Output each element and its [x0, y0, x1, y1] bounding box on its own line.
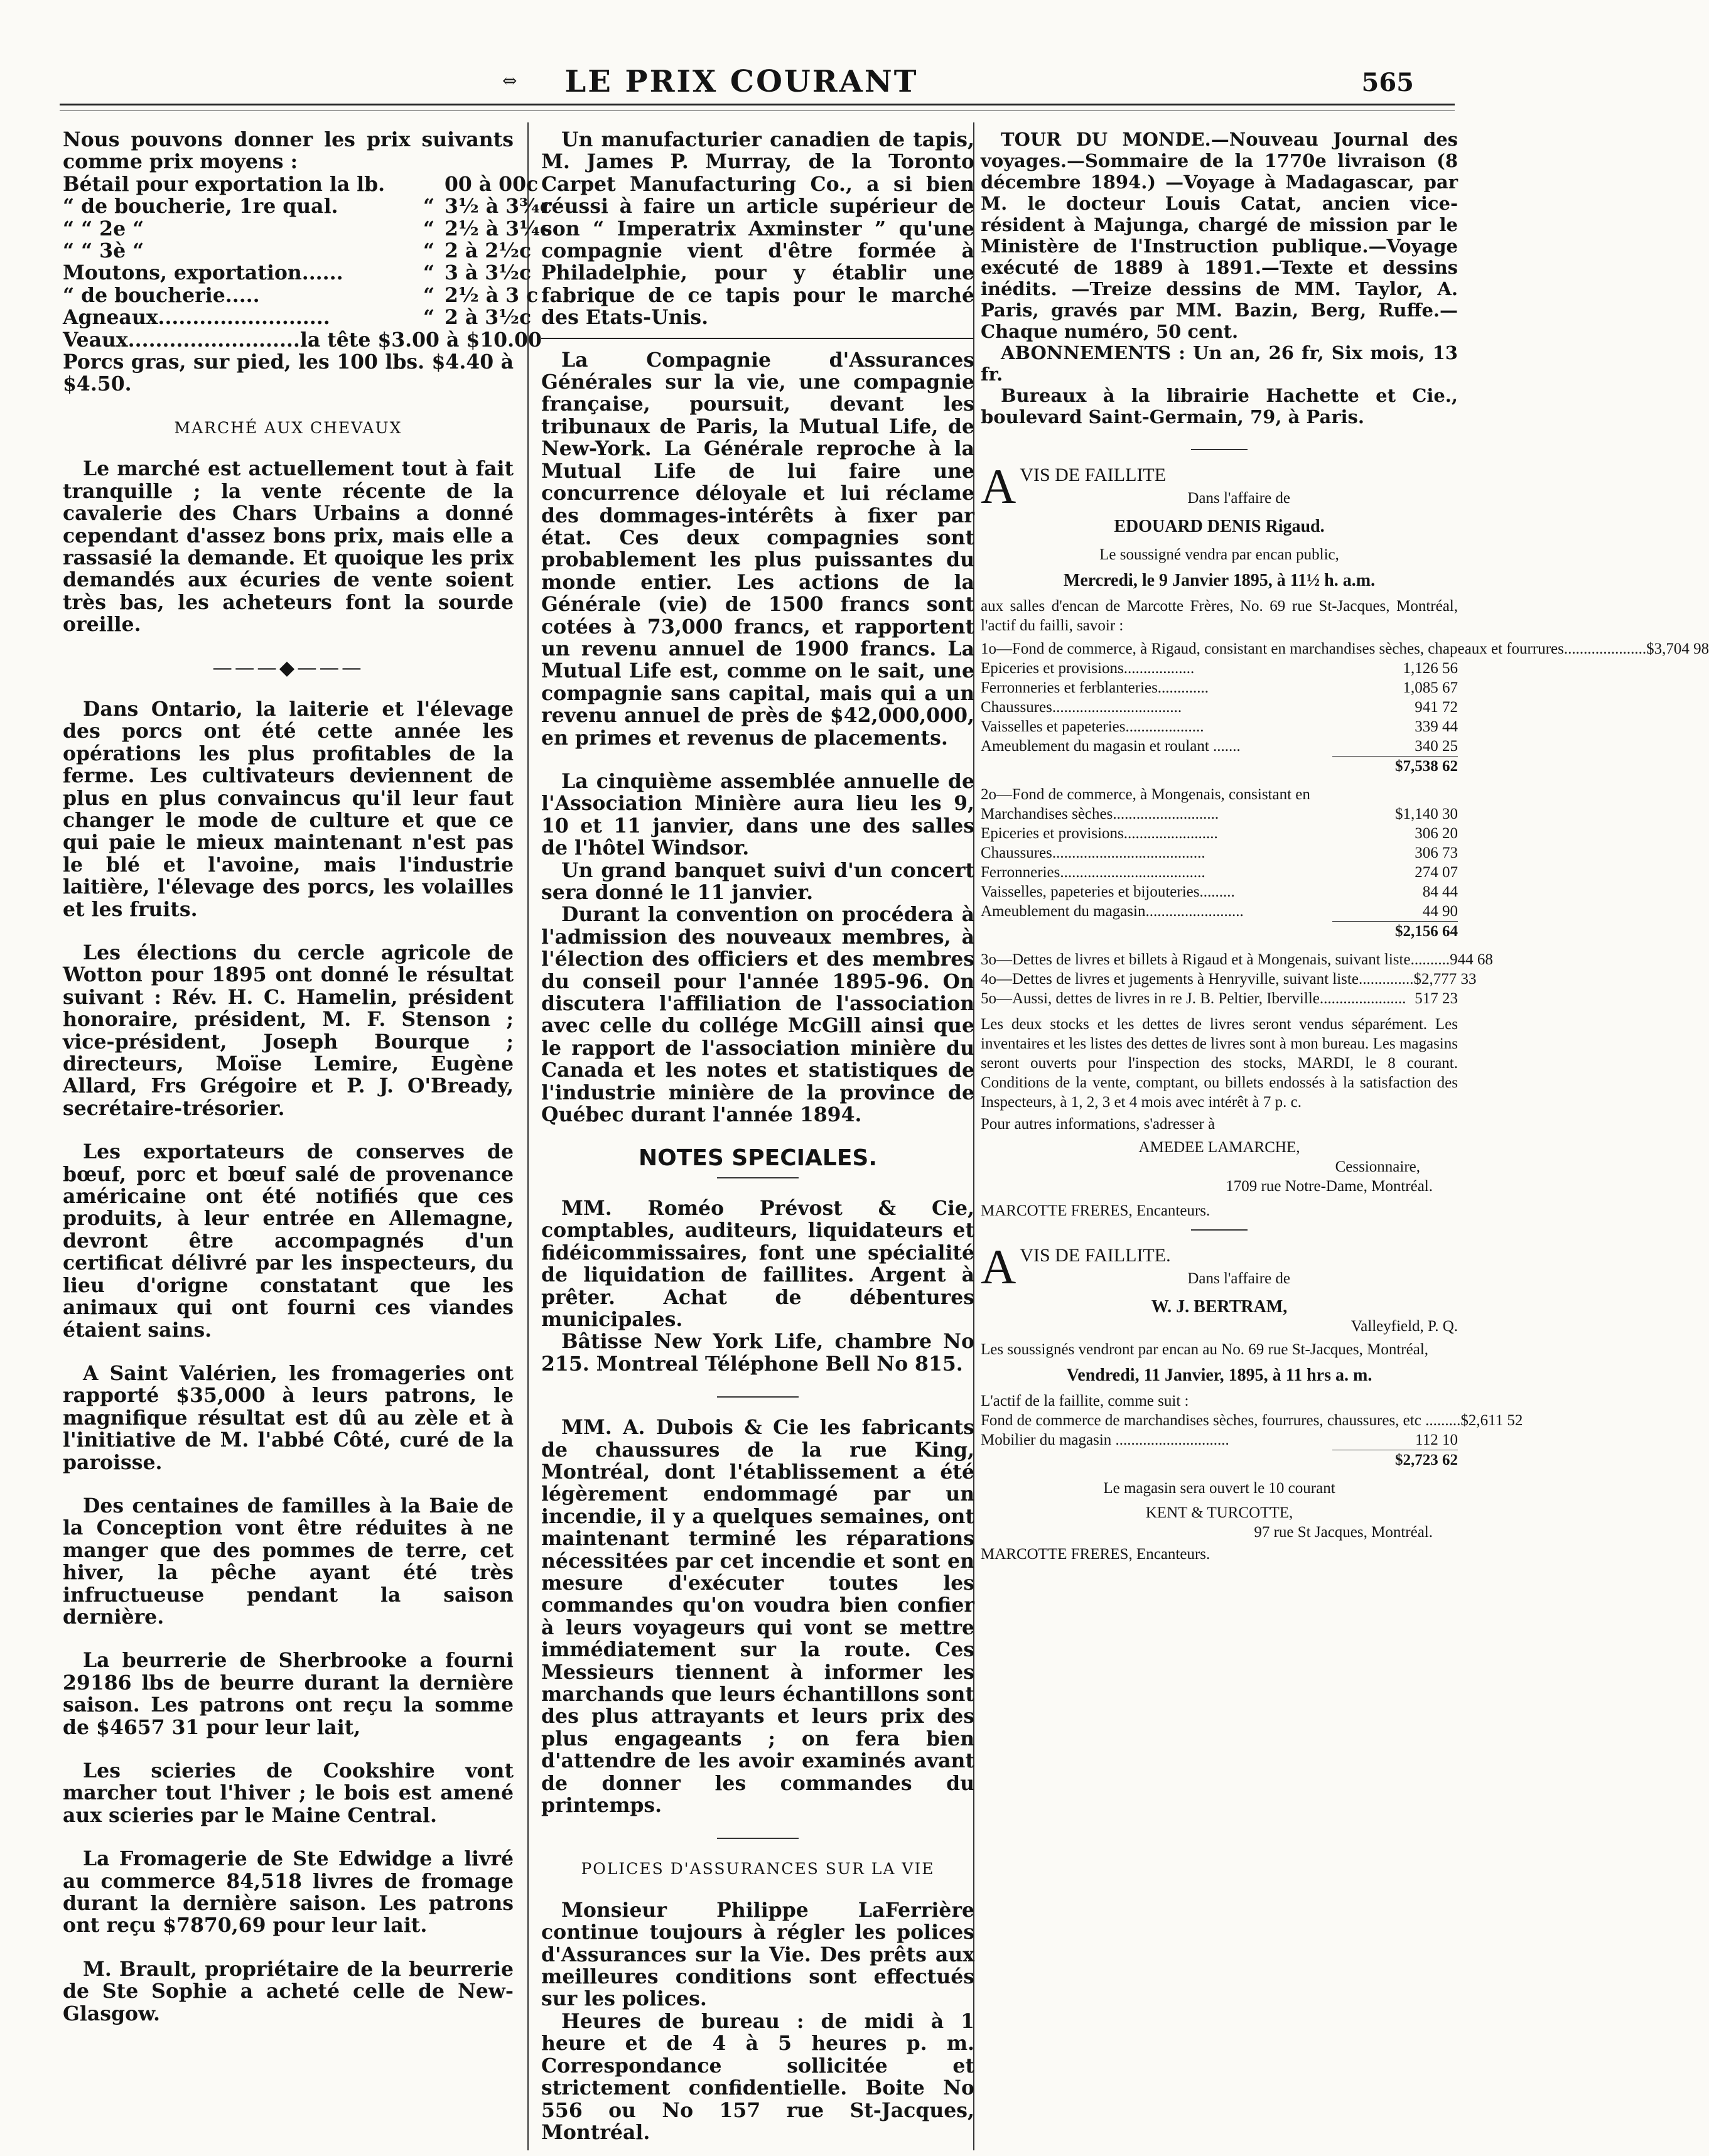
divider — [1191, 449, 1248, 450]
divider — [1191, 1229, 1248, 1231]
article-exportateurs: Les exportateurs de conserves de bœuf, porc et bœuf salé de provenance américaine ont été notifiés que ces produits, à leur entrée en Allemagne, devront être accompagnés d'un certificat délivré par les inspecteurs, du lieu d'origne constatant que les animaux qui ont fourni ces viandes étaient sains. — [63, 1140, 514, 1342]
notice-abonnements: ABONNEMENTS : Un an, 26 fr, Six mois, 13 fr. — [981, 342, 1458, 385]
page-title: LE PRIX COURANT — [564, 64, 919, 99]
article-elections: Les élections du cercle agricole de Wotton pour 1895 ont donné le résultat suivant : Rév. H. C. Hamelin, président honoraire, président, M. F. Stenson ; vice-président, Joseph Bourque ; directeurs, Moïse Lemire, Eugène Allard, Frs Grégoire et P. J. O'Bready, secrétaire-trésorier. — [63, 941, 514, 1120]
encanteur-address: 97 rue St Jacques, Montréal. — [1254, 1524, 1433, 1541]
cessionnaire-title: Cessionnaire, — [1335, 1158, 1420, 1175]
notice-prevost: MM. Roméo Prévost & Cie, comptables, auditeurs, liquidateurs et fidéicommissaires, font une spécialité de liquidation de faillites. Argent à prêter. Achat de débentures municipales. — [541, 1196, 974, 1331]
price-list — [63, 172, 553, 352]
column-divider — [527, 122, 529, 2150]
avis-ouvert: Le magasin sera ouvert le 10 courant — [1103, 1480, 1335, 1497]
inventory-total: $2,723 62 — [1332, 1450, 1458, 1470]
notice-tour-du-monde: TOUR DU MONDE.—Nouveau Journal des voyages.—Sommaire de la 1770e livraison (8 décembre 1894.) —Voyage à Madagascar, par M. le docteur Louis Catat, ancien vice-résident à Majunga, chargé de mission par le Ministère de l'Instruction publique.—Voyage exécuté de 1889 à 1891.—Texte et dessins inédits. —Treize dessins de MM. Taylor, A. Paris, gravés par MM. Bazin, Berg, Ruffe.—Chaque numéro, 50 cent. — [981, 129, 1458, 342]
encanteur-name: KENT & TURCOTTE, — [1145, 1504, 1293, 1521]
avis-name: W. J. BERTRAM, — [1151, 1297, 1288, 1317]
article-convention: Durant la convention on procédera à l'admission des nouveaux membres, à l'élection des officiers et des membres du conseil pour l'année 1895-96. On discutera l'affiliation de l'association avec celle du collége McGill ainsi que le rapport de l'association minière du Canada et les notes et statistiques de l'industrie minière de la province de Québec durant l'année 1894. — [541, 903, 974, 1127]
divider — [541, 338, 974, 339]
inventory-row: Epiceries et provisions........................ 306 20 — [981, 825, 1458, 842]
price-row: Agneaux......................... “ 2 à 3½c — [63, 306, 532, 330]
inventory-row: Chaussures................................. 941 72 — [981, 699, 1458, 716]
price-row: Bétail pour exportation la lb. 00 à 00c — [63, 172, 539, 196]
notes-heading: NOTES SPECIALES. — [638, 1145, 878, 1172]
avis-name: EDOUARD DENIS Rigaud. — [1114, 517, 1325, 536]
article-sherbrooke: La beurrerie de Sherbrooke a fourni 29186 lbs de beurre durant la dernière saison. Les patrons ont reçu la somme de $4657 31 pour leur lait, — [63, 1649, 514, 1739]
article-tapis: Un manufacturier canadien de tapis, M. James P. Murray, de la Toronto Carpet Manufacturing Co., a si bien réussi à faire un article supérieur de son “ Imperatrix Axminster ” qu'une compagnie vient d'être formée à Philadelphie, pour y établir une fabrique de ce tapis pour le marché des Etats-Unis. — [541, 128, 974, 330]
avis-date: Mercredi, le 9 Janvier 1895, à 11½ h. a.m. — [1063, 571, 1376, 590]
divider — [717, 1177, 799, 1178]
price-row: Veaux.........................la tête $3.00 à $10.00 — [63, 328, 542, 352]
avis-subhead: Dans l'affaire de — [1187, 490, 1291, 507]
divider — [717, 1838, 799, 1839]
inventory-row: Chaussures....................................... 306 73 — [981, 844, 1458, 861]
inventory-row: 4o—Dettes de livres et jugements à Henryville, suivant liste.............. $2,777 33 — [981, 971, 1477, 988]
divider — [717, 1396, 799, 1398]
notice-heures: Heures de bureau : de midi à 1 heure et de 4 à 5 heures p. m. Correspondance sollicitée et strictement confidentielle. Boite No 556 ou No 157 rue St-Jacques, Montréal. — [541, 2009, 974, 2144]
avis-intro: Le soussigné vendra par encan public, — [1099, 546, 1339, 563]
article-baie: Des centaines de familles à la Baie de la Conception vont être réduites à ne manger que des pommes de terre, cet hiver, la pêche ayant été très infructueuse pendant la saison dernière. — [63, 1494, 514, 1629]
avis-heading: A VIS DE FAILLITE. — [981, 1239, 1171, 1294]
inventory-total: $7,538 62 — [1332, 756, 1458, 776]
notice-bureaux: Bureaux à la librairie Hachette et Cie., boulevard Saint-Germain, 79, à Paris. — [981, 385, 1458, 428]
inventory-row: Vaisselles et papeteries.................... 339 44 — [981, 718, 1458, 735]
article-marche-chevaux: Le marché est actuellement tout à fait tranquille ; la vente récente de la cavalerie des Chars Urbains a donné cependant d'assez bons prix, mais elle a rassasié la demande. Et quoique les prix demandés aux écuries de vente soient très bas, les acheteurs font la sourde oreille. — [63, 457, 514, 637]
page-number: 565 — [1361, 68, 1414, 97]
article-ontario: Dans Ontario, la laiterie et l'élevage des porcs ont été cette année les opérations les plus profitables de la ferme. Les cultivateurs deviennent de plus en plus convaincus qu'il leur faut changer le mode de culture et que ce qui paie le mieux maintenant n'est pas le blé et l'avoine, mais l'industrie laitière, l'élevage des porcs, les volailles et les fruits. — [63, 697, 514, 921]
column-right — [981, 129, 1709, 2147]
notice-batisse: Bâtisse New York Life, chambre No 215. Montreal Téléphone Bell No 815. — [541, 1330, 974, 1376]
avis-actif: L'actif de la faillite, comme suit : — [981, 1393, 1189, 1409]
inventory-row: Vaisselles, papeteries et bijouteries......... 84 44 — [981, 883, 1458, 900]
avis-subhead: Dans l'affaire de — [1187, 1270, 1291, 1287]
prices-intro: Nous pouvons donner les prix suivants comme prix moyens : — [63, 128, 514, 174]
article-cookshire: Les scieries de Cookshire vont marcher tout l'hiver ; le bois est amené aux scieries par le Maine Central. — [63, 1759, 514, 1827]
inventory-row: Marchandises sèches........................... $1,140 30 — [981, 806, 1458, 822]
column-left — [63, 128, 553, 2147]
cessionnaire-name: AMEDEE LAMARCHE, — [1138, 1139, 1300, 1156]
notice-dubois: MM. A. Dubois & Cie les fabricants de chaussures de la rue King, Montréal, dont l'établissement a été légèrement endommagé par un incendie, il y a quelques semaines, ont maintenant terminé les réparations nécessitées par cet incendie et sont en mesure d'exécuter toutes les commandes qu'on voudra bien confier à leurs voyageurs qui vont se mettre immédiatement sur la route. Ces Messieurs tiennent à informer les marchands que leurs échantillons sont des plus attrayants et leurs prix des plus engageants ; on fera bien d'attendre de les avoir examinés avant de donner les commandes du printemps. — [541, 1416, 974, 1818]
inventory-row: 2o—Fond de commerce, à Mongenais, consistant en — [981, 786, 1310, 803]
price-row: “ “ 3è “ “ 2 à 2½c — [63, 239, 532, 263]
avis-place: aux salles d'encan de Marcotte Frères, No. 69 rue St-Jacques, Montréal, l'actif du failli, savoir : — [981, 598, 1458, 634]
section-heading: POLICES D'ASSURANCES SUR LA VIE — [581, 1860, 935, 1878]
section-heading: MARCHÉ AUX CHEVAUX — [174, 418, 402, 437]
encanteurs: MARCOTTE FRERES, Encanteurs. — [981, 1202, 1210, 1219]
article-banquet: Un grand banquet suivi d'un concert sera donné le 11 janvier. — [541, 858, 974, 904]
inventory-row: Ferronneries et ferblanteries............. 1,085 67 — [981, 679, 1458, 696]
drop-cap: A — [981, 459, 1016, 514]
drop-cap: A — [981, 1239, 1016, 1294]
page-header — [0, 0, 1483, 107]
article-assemblee: La cinquième assemblée annuelle de l'Association Minière aura lieu les 9, 10 et 11 janvier, dans une des salles de l'hôtel Windsor. — [541, 769, 974, 860]
inventory-row: Mobilier du magasin ............................. 112 10 — [981, 1431, 1458, 1448]
inventory-row: Ameublement du magasin......................... 44 90 — [981, 903, 1458, 920]
avis-info: Pour autres informations, s'adresser à — [981, 1116, 1216, 1133]
ornament-separator: ———◆——— — [212, 656, 364, 679]
notice-laferriere: Monsieur Philippe LaFerrière continue toujours à régler les polices d'Assurances sur la Vie. Des prêts aux meilleures conditions sont effectués sur les polices. — [541, 1898, 974, 2011]
porcs-price: Porcs gras, sur pied, les 100 lbs. $4.40 à $4.50. — [63, 350, 514, 396]
encanteurs: MARCOTTE FRERES, Encanteurs. — [981, 1546, 1210, 1563]
inventory-row: 1o—Fond de commerce, à Rigaud, consistant en marchandises sèches, chapeaux et fourrures..................... $3,704 98 — [981, 640, 1709, 657]
inventory-row: Ameublement du magasin et roulant ....... 340 25 — [981, 738, 1458, 755]
price-row: “ de boucherie..... “ 2½ à 3 c — [63, 283, 539, 307]
price-row: Moutons, exportation...... “ 3 à 3½c — [63, 261, 532, 285]
article-brault: M. Brault, propriétaire de la beurrerie de Ste Sophie a acheté celle de New-Glasgow. — [63, 1957, 514, 2025]
inventory-row: 5o—Aussi, dettes de livres in re J. B. Peltier, Iberville...................... 517 23 — [981, 990, 1458, 1007]
column-middle — [541, 129, 974, 2147]
article-edwidge: La Fromagerie de Ste Edwidge a livré au commerce 84,518 livres de fromage durant la dernière saison. Les patrons ont reçu $7870,69 pour leur lait. — [63, 1847, 514, 1938]
inventory-row: 3o—Dettes de livres et billets à Rigaud et à Mongenais, suivant liste.......... 944 68 — [981, 951, 1493, 968]
avis-date: Vendredi, 11 Janvier, 1895, à 11 hrs a. m. — [1066, 1366, 1372, 1385]
inventory-row: Epiceries et provisions.................. 1,126 56 — [981, 660, 1458, 677]
avis-location: Valleyfield, P. Q. — [1350, 1318, 1458, 1335]
avis-intro: Les soussignés vendront par encan au No. 69 rue St-Jacques, Montréal, — [981, 1341, 1429, 1358]
inventory-total: $2,156 64 — [1332, 921, 1458, 941]
header-rule-thin — [60, 110, 1455, 111]
avis-faillite-denis — [981, 459, 1709, 1221]
avis-faillite-bertram — [981, 1239, 1523, 1564]
article-assurances: La Compagnie d'Assurances Générales sur la vie, une compagnie française, poursuit, devant les tribunaux de Paris, la Mutual Life, de New-York. La Générale reproche à la Mutual Life de lui faire une concurrence déloyale et lui réclame des dommages-intérêts à fixer par état. Ces deux compagnies sont probablement les plus puissantes du monde entier. Les actions de la Générale (vie) de 1500 francs sont cotées à 73,000 francs, et rapportent un revenu annuel de 1900 francs. La Mutual Life est, comme on le sait, une compagnie sans capital, mais qui a un revenu annuel de près de $42,000,000, en primes et revenus de placements. — [541, 348, 974, 750]
ornament-icon: ⇔ — [502, 70, 517, 91]
inventory-row: Fond de commerce de marchandises sèches, fourrures, chaussures, etc ......... $2,611 52 — [981, 1412, 1523, 1429]
cessionnaire-address: 1709 rue Notre-Dame, Montréal. — [1226, 1178, 1433, 1195]
header-rule — [60, 104, 1455, 105]
inventory-row: Ferronneries..................................... 274 07 — [981, 864, 1458, 881]
price-row: “ de boucherie, 1re qual. “ 3½ à 3¾c — [63, 195, 553, 218]
article-valerien: A Saint Valérien, les fromageries ont rapporté $35,000 à leurs patrons, le magnifique résultat est dû au zèle et à l'initiative de M. l'abbé Côté, curé de la paroisse. — [63, 1361, 514, 1474]
price-row: “ “ 2e “ “ 2½ à 3¼c — [63, 217, 553, 240]
avis-notes: Les deux stocks et les dettes de livres seront vendus séparément. Les inventaires et les listes des dettes de livres sont à mon bureau. Les magasins seront ouverts pour l'inspection des stocks, MARDI, le 8 courant. Conditions de la vente, comptant, ou billets endossés à la satisfaction des Inspecteurs, à 1, 2, 3 et 4 mois avec intérêt à 7 p. c. — [981, 1016, 1458, 1111]
avis-heading: A VIS DE FAILLITE — [981, 459, 1167, 514]
